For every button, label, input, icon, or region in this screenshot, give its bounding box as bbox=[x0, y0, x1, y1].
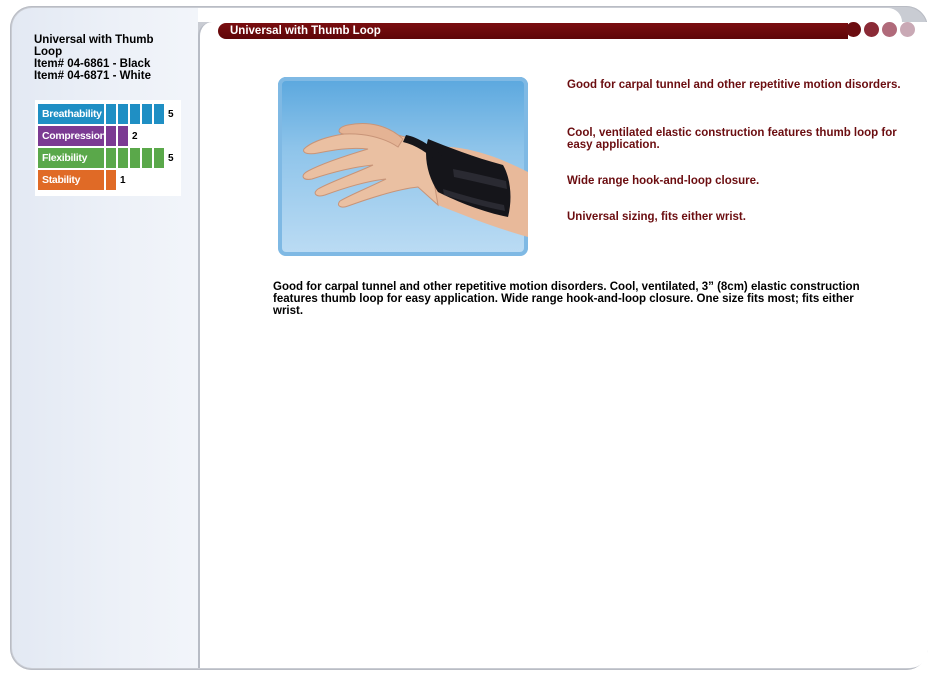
feature-item: Wide range hook-and-loop closure. bbox=[567, 175, 760, 187]
rating-segment bbox=[106, 148, 116, 168]
rating-bar bbox=[104, 170, 116, 190]
rating-value: 2 bbox=[132, 130, 138, 142]
dot-icon bbox=[900, 22, 915, 37]
rating-value: 5 bbox=[168, 152, 174, 164]
item-number-white: Item# 04-6871 - White bbox=[34, 70, 151, 82]
rating-segment bbox=[118, 104, 128, 124]
rating-bar bbox=[104, 126, 128, 146]
rating-segment bbox=[142, 104, 152, 124]
rating-label: Compression bbox=[38, 126, 104, 146]
dot-icon bbox=[882, 22, 897, 37]
page-title: Universal with Thumb Loop bbox=[230, 25, 381, 37]
rating-segment bbox=[130, 148, 140, 168]
wrist-brace-illustration bbox=[278, 77, 528, 256]
product-description: Good for carpal tunnel and other repetitive motion disorders. Cool, ventilated, 3” (8cm) elastic construction features thumb loop for easy application. Wide range hook-and-loop closure. One size fits most; fits either wrist. bbox=[273, 281, 860, 317]
rating-segment bbox=[106, 170, 116, 190]
rating-label: Breathability bbox=[38, 104, 104, 124]
feature-item: Cool, ventilated elastic construction features thumb loop for easy application. bbox=[567, 127, 897, 151]
rating-segment bbox=[154, 148, 164, 168]
rating-segment bbox=[130, 104, 140, 124]
rating-label: Stability bbox=[38, 170, 104, 190]
feature-item: Universal sizing, fits either wrist. bbox=[567, 211, 746, 223]
item-number-black: Item# 04-6861 - Black bbox=[34, 58, 151, 70]
rating-row-breathability bbox=[38, 104, 174, 124]
dot-icon bbox=[864, 22, 879, 37]
product-info bbox=[34, 34, 184, 82]
rating-segment bbox=[118, 126, 128, 146]
rating-segment bbox=[154, 104, 164, 124]
rating-row-flexibility bbox=[38, 148, 174, 168]
content-top-cap bbox=[198, 8, 902, 22]
rating-segment bbox=[106, 104, 116, 124]
rating-label: Flexibility bbox=[38, 148, 104, 168]
rating-segment bbox=[118, 148, 128, 168]
product-name: Universal with Thumb Loop bbox=[34, 34, 154, 58]
rating-row-compression bbox=[38, 126, 138, 146]
rating-row-stability bbox=[38, 170, 126, 190]
dot-icon bbox=[846, 22, 861, 37]
ratings-panel bbox=[35, 100, 181, 196]
rating-bar bbox=[104, 148, 164, 168]
rating-value: 1 bbox=[120, 174, 126, 186]
rating-segment bbox=[142, 148, 152, 168]
rating-bar bbox=[104, 104, 164, 124]
product-image bbox=[278, 77, 528, 256]
decorative-dots bbox=[846, 22, 918, 37]
feature-item: Good for carpal tunnel and other repetitive motion disorders. bbox=[567, 79, 901, 91]
rating-segment bbox=[106, 126, 116, 146]
rating-value: 5 bbox=[168, 108, 174, 120]
